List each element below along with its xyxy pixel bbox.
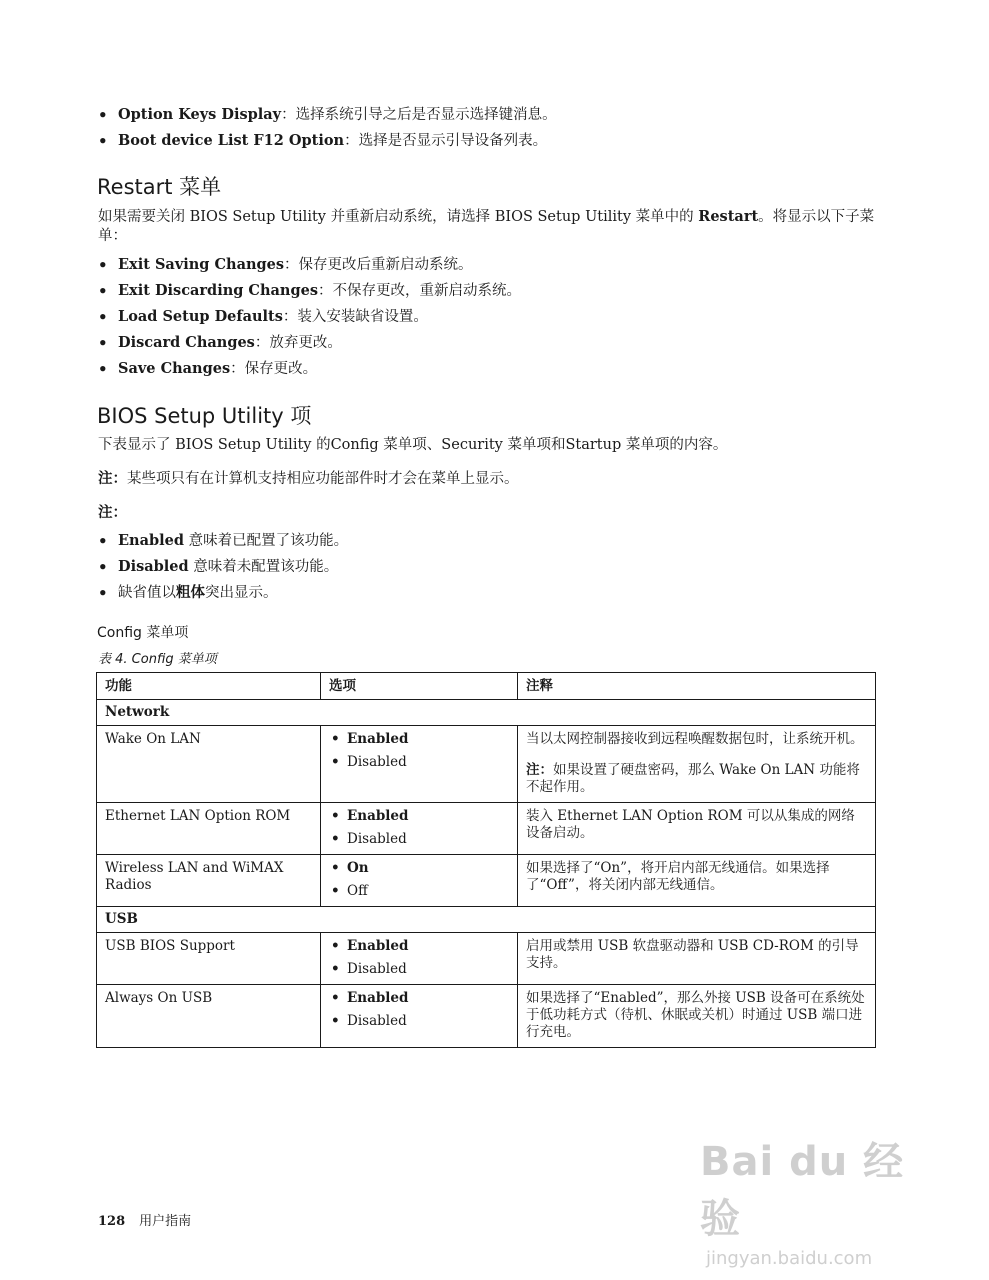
options-cell — [321, 855, 518, 907]
page-footer — [98, 1210, 191, 1229]
comment-cell: 如果选择了“On”，将开启内部无线通信。如果选择了“Off”，将关闭内部无线通信。 — [518, 855, 876, 907]
list-item: • Disabled 意味着未配置该功能。 — [98, 558, 888, 576]
option-item: • Disabled — [329, 754, 509, 771]
comment-cell — [518, 726, 876, 803]
group-usb: USB — [97, 907, 876, 933]
watermark-url: jingyan.baidu.com — [706, 1248, 873, 1269]
note-items-list — [98, 532, 888, 610]
option-item: • Enabled — [329, 938, 509, 955]
feature-cell: Always On USB — [97, 985, 321, 1048]
list-item: • Option Keys Display：选择系统引导之后是否显示选择键消息。 — [98, 106, 888, 124]
table-group-row — [97, 700, 876, 726]
boot-options-list — [98, 106, 888, 158]
feature-cell: Wireless LAN and WiMAX Radios — [97, 855, 321, 907]
comment-text: 当以太网控制器接收到远程唤醒数据包时，让系统开机。 — [526, 731, 864, 747]
list-item: • Exit Saving Changes：保存更改后重新启动系统。 — [98, 256, 888, 274]
feature-cell: USB BIOS Support — [97, 933, 321, 985]
table-caption: 表 4. Config 菜单项 — [98, 652, 217, 667]
feature-cell: Ethernet LAN Option ROM — [97, 803, 321, 855]
comment-note: 注：如果设置了硬盘密码，那么 Wake On LAN 功能将不起作用。 — [526, 762, 860, 795]
baidu-logo-icon: Bai du 经验 — [700, 1139, 905, 1242]
option-item: • Enabled — [329, 731, 509, 748]
comment-cell: 启用或禁用 USB 软盘驱动器和 USB CD-ROM 的引导支持。 — [518, 933, 876, 985]
option-item: • On — [329, 860, 509, 877]
list-item: • 缺省值以粗体突出显示。 — [98, 584, 888, 602]
list-item: • Exit Discarding Changes：不保存更改，重新启动系统。 — [98, 282, 888, 300]
note-label: 注： — [98, 504, 127, 521]
config-menu-table — [96, 672, 876, 1048]
comment-cell: 如果选择了“Enabled”，那么外接 USB 设备可在系统处于低功耗方式（待机、休眠或关机）时通过 USB 端口进行充电。 — [518, 985, 876, 1048]
table-row — [97, 933, 876, 985]
baidu-watermark — [700, 1130, 940, 1269]
table-header-row — [97, 673, 876, 700]
list-item: • Save Changes：保存更改。 — [98, 360, 888, 378]
header-feature: 功能 — [97, 673, 321, 700]
list-item: • Discard Changes：放弃更改。 — [98, 334, 888, 352]
table-row — [97, 803, 876, 855]
note-paragraph: 注：某些项只有在计算机支持相应功能部件时才会在菜单上显示。 — [98, 470, 519, 487]
table-row — [97, 855, 876, 907]
option-item: • Enabled — [329, 990, 509, 1007]
table-row — [97, 985, 876, 1048]
options-cell — [321, 726, 518, 803]
table-row — [97, 726, 876, 803]
header-comment: 注释 — [518, 673, 876, 700]
bios-intro-paragraph: 下表显示了 BIOS Setup Utility 的Config 菜单项、Security 菜单项和Startup 菜单项的内容。 — [98, 437, 728, 453]
option-item: • Enabled — [329, 808, 509, 825]
feature-cell: Wake On LAN — [97, 726, 321, 803]
bios-setup-heading: BIOS Setup Utility 项 — [97, 404, 312, 428]
header-options: 选项 — [321, 673, 518, 700]
page-number: 128 — [98, 1214, 126, 1229]
restart-intro-paragraph: 如果需要关闭 BIOS Setup Utility 并重新启动系统，请选择 BIOS Setup Utility 菜单中的 Restart。将显示以下子菜单： — [98, 208, 875, 244]
list-item: • Load Setup Defaults：装入安装缺省设置。 — [98, 308, 888, 326]
options-cell — [321, 933, 518, 985]
book-title: 用户指南 — [139, 1214, 192, 1229]
option-item: • Disabled — [329, 961, 509, 978]
option-item: • Disabled — [329, 831, 509, 848]
option-item: • Disabled — [329, 1013, 509, 1030]
list-item: • Boot device List F12 Option：选择是否显示引导设备列表。 — [98, 132, 888, 150]
restart-menu-heading: Restart 菜单 — [97, 175, 222, 199]
option-item: • Off — [329, 883, 509, 900]
options-cell — [321, 985, 518, 1048]
options-cell — [321, 803, 518, 855]
restart-options-list — [98, 256, 888, 386]
group-network: Network — [97, 700, 876, 726]
config-menu-heading: Config 菜单项 — [97, 625, 189, 641]
list-item: • Enabled 意味着已配置了该功能。 — [98, 532, 888, 550]
table-group-row — [97, 907, 876, 933]
comment-cell: 装入 Ethernet LAN Option ROM 可以从集成的网络设备启动。 — [518, 803, 876, 855]
